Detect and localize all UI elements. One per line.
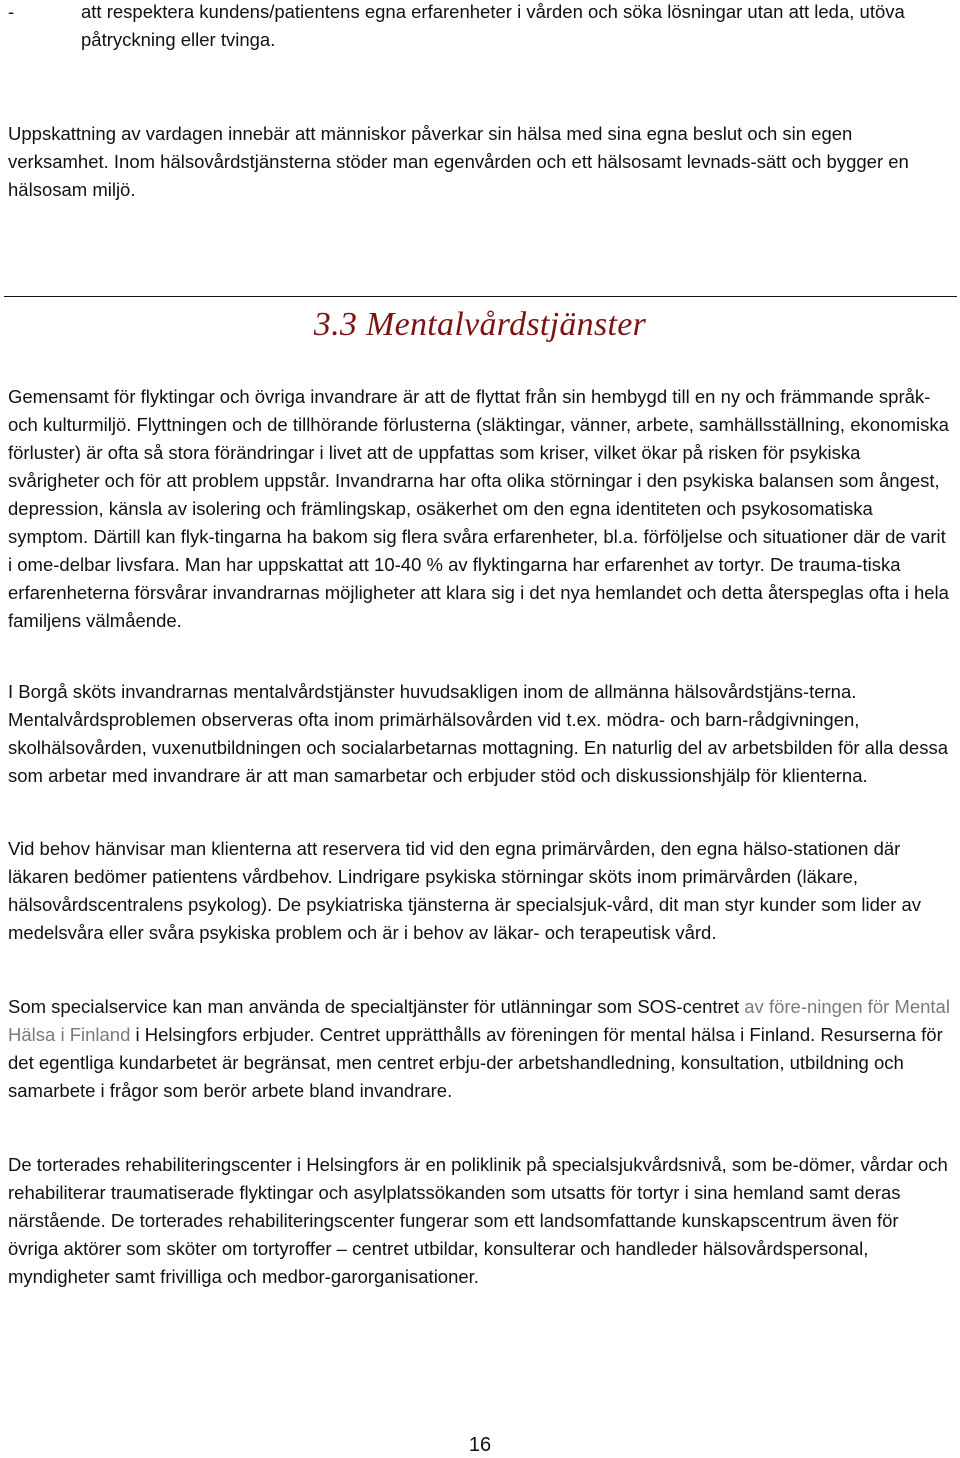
- body-paragraph-5: De torterades rehabiliteringscenter i Helsingfors är en poliklinik på specialsjukvårdsnivå, som be-dömer, vårdar och rehabiliterar traumatiserade flyktingar och asylplatssökanden som utsatts för tortyr i sina hemland samt deras närstående. De torterades rehabiliteringscenter fungerar som ett landsomfattande kunskapscentrum även för övriga aktörer som sköter om tortyroffer – centret utbildar, konsulterar och handleder hälsovårdspersonal, myndigheter samt frivilliga och medbor-garorganisationer.: [8, 1154, 948, 1287]
- paragraph-4-text-end: i Helsingfors erbjuder. Centret upprätthålls av föreningen för mental hälsa i Finland. Resurserna för det egentliga kundarbetet är begränsat, men centret erbju-der arbetshandledning, konsultation, utbildning och samarbete i frågor som berör arbete bland invandrare.: [8, 1024, 943, 1101]
- section-divider: [4, 296, 957, 297]
- body-paragraph-2: I Borgå sköts invandrarnas mentalvårdstjänster huvudsakligen inom de allmänna hälsovårdstjäns-terna. Mentalvårdsproblemen observeras ofta inom primärhälsovården vid t.ex. mödra- och barn-rådgivningen, skolhälsovården, vuxenutbildningen och socialarbetarnas mottagning. En naturlig del av arbetsbilden för alla dessa som arbetar med invandrare är att man samarbetar och erbjuder stöd och diskussionshjälp för klienterna.: [8, 681, 948, 786]
- page-number: 16: [468, 1434, 492, 1456]
- body-paragraph-1: Gemensamt för flyktingar och övriga invandrare är att de flyttat från sin hembygd till en ny och främmande språk- och kulturmiljö. Flyttningen och de tillhörande förlusterna (släktingar, vänner, arbete, samhällsställning, ekonomiska förluster) är ofta så stora förändringar i livet att de uppfattas som kriser, vilket ökar på risken för psykiska svårigheter och för att problem uppstår. Invandrarna har ofta olika störningar i den psykiska balansen som ångest, depression, känsla av isolering och främlingskap, osäkerhet om den egna identiteten och psykosomatiska symptom. Därtill kan flyk-tingarna ha bakom sig flera svåra erfarenheter, bl.a. förföljelse och situationer där de varit i ome-delbar livsfara. Man har uppskattat att 10-40 % av flyktingarna har erfarenhet av tortyr. De trauma-tiska erfarenheterna försvårar invandrarnas möjligheter att klara sig i det nya hemlandet och detta återspeglas ofta i hela familjens välmående.: [8, 386, 949, 631]
- body-paragraph-3: Vid behov hänvisar man klienterna att reservera tid vid den egna primärvården, den egna hälso-stationen där läkaren bedömer patientens vårdbehov. Lindrigare psykiska störningar sköts inom primärvården (läkare, hälsovårdscentralens psykolog). De psykiatriska tjänsterna är specialsjuk-vård, dit man styr kunder som lider av medelsvåra eller svåra psykiska problem och är i behov av läkar- och terapeutisk vård.: [8, 838, 922, 943]
- mental-health-association-link[interactable]: av före-ningen för Mental Hälsa i Finland: [8, 996, 950, 1045]
- bullet-text: att respektera kundens/patientens egna erfarenheter i vården och söka lösningar utan att leda, utöva påtryckning eller tvinga.: [81, 1, 905, 50]
- bullet-item: [8, 0, 943, 54]
- paragraph-4-text-start: Som specialservice kan man använda de specialtjänster för utlänningar som SOS-centret: [8, 996, 745, 1017]
- bullet-dash: -: [8, 1, 15, 22]
- section-heading: 3.3 Mentalvårdstjänster: [313, 306, 647, 343]
- body-paragraph-4: [8, 993, 952, 1105]
- intro-paragraph: Uppskattning av vardagen innebär att människor påverkar sin hälsa med sina egna beslut och sin egen verksamhet. Inom hälsovårdstjänsterna stöder man egenvården och ett hälsosamt levnads-sätt och bygger en hälsosam miljö.: [8, 123, 909, 200]
